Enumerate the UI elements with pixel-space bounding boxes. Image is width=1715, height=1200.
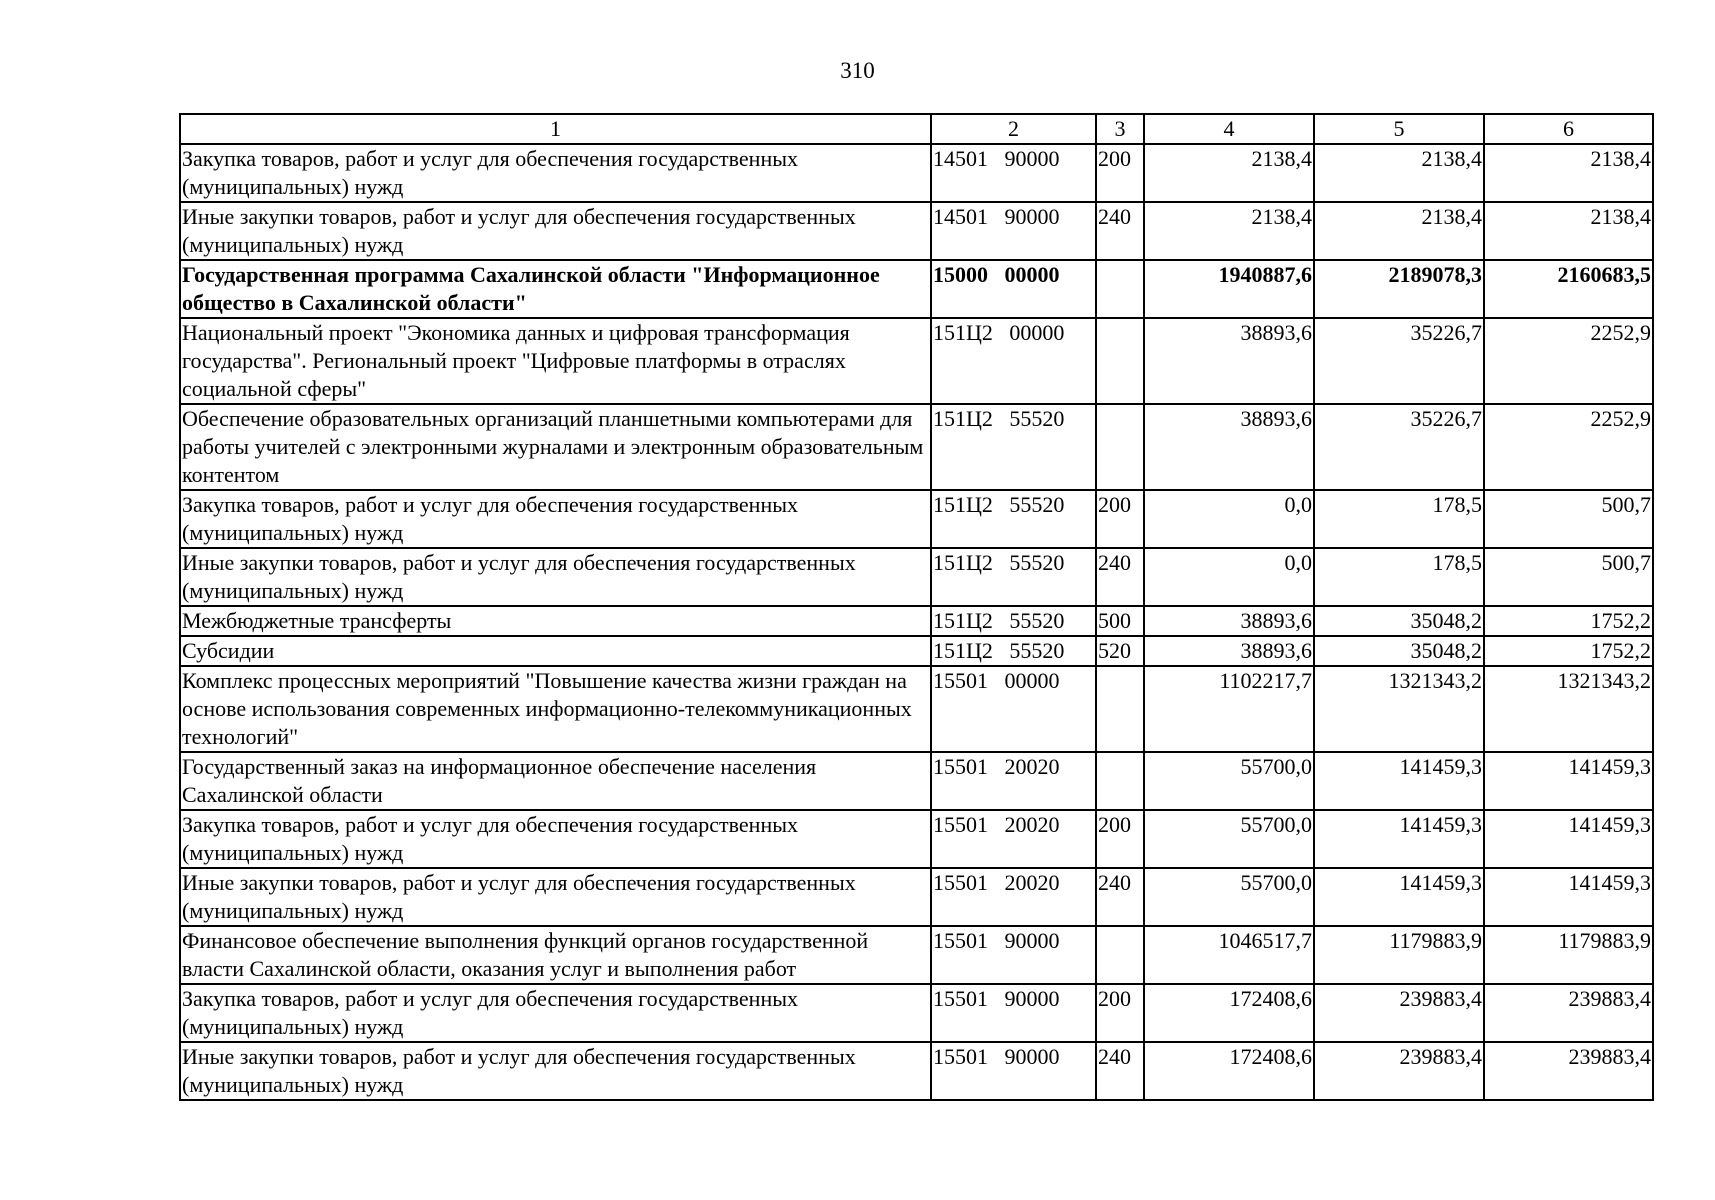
header-row — [180, 114, 1653, 144]
row-name-cell: Закупка товаров, работ и услуг для обеспечения государственных (муниципальных) нужд — [180, 984, 931, 1042]
row-value-col4-cell: 172408,6 — [1144, 1042, 1314, 1100]
row-value-col5-cell: 239883,4 — [1314, 1042, 1484, 1100]
row-value-col5-cell: 35048,2 — [1314, 636, 1484, 666]
row-expense-type-cell: 200 — [1096, 810, 1144, 868]
row-value-col4-cell: 2138,4 — [1144, 144, 1314, 202]
table-row — [180, 666, 1653, 752]
row-value-col6-cell: 141459,3 — [1484, 810, 1653, 868]
row-value-col6-cell: 2252,9 — [1484, 404, 1653, 490]
row-name-cell: Иные закупки товаров, работ и услуг для обеспечения государственных (муниципальных) нужд — [180, 868, 931, 926]
header-cell: 5 — [1314, 114, 1484, 144]
row-expense-type-cell — [1096, 260, 1144, 318]
row-value-col4-cell: 0,0 — [1144, 548, 1314, 606]
row-code-cell: 15501 90000 — [931, 1042, 1096, 1100]
row-name-cell: Финансовое обеспечение выполнения функций органов государственной власти Сахалинской области, оказания услуг и выполнения работ — [180, 926, 931, 984]
table-row — [180, 404, 1653, 490]
row-value-col4-cell: 55700,0 — [1144, 752, 1314, 810]
row-value-col5-cell: 2138,4 — [1314, 144, 1484, 202]
row-name-cell: Иные закупки товаров, работ и услуг для обеспечения государственных (муниципальных) нужд — [180, 202, 931, 260]
table-row — [180, 868, 1653, 926]
row-value-col5-cell: 178,5 — [1314, 490, 1484, 548]
row-value-col6-cell: 1179883,9 — [1484, 926, 1653, 984]
row-value-col6-cell: 500,7 — [1484, 490, 1653, 548]
row-expense-type-cell: 240 — [1096, 548, 1144, 606]
row-code-cell: 151Ц2 55520 — [931, 490, 1096, 548]
row-expense-type-cell — [1096, 926, 1144, 984]
row-value-col4-cell: 172408,6 — [1144, 984, 1314, 1042]
row-code-cell: 15501 90000 — [931, 984, 1096, 1042]
row-value-col4-cell: 38893,6 — [1144, 636, 1314, 666]
row-name-cell: Закупка товаров, работ и услуг для обеспечения государственных (муниципальных) нужд — [180, 144, 931, 202]
row-name-cell: Обеспечение образовательных организаций планшетными компьютерами для работы учителей с электронными журналами и электронным образовательным контентом — [180, 404, 931, 490]
header-cell: 4 — [1144, 114, 1314, 144]
row-expense-type-cell: 200 — [1096, 490, 1144, 548]
row-value-col5-cell: 141459,3 — [1314, 752, 1484, 810]
row-value-col5-cell: 141459,3 — [1314, 868, 1484, 926]
row-value-col5-cell: 178,5 — [1314, 548, 1484, 606]
table-row — [180, 984, 1653, 1042]
row-value-col6-cell: 1752,2 — [1484, 636, 1653, 666]
row-value-col4-cell: 38893,6 — [1144, 606, 1314, 636]
page-number: 310 — [840, 58, 875, 83]
row-expense-type-cell: 520 — [1096, 636, 1144, 666]
row-name-cell: Национальный проект "Экономика данных и цифровая трансформация государства". Региональный проект "Цифровые платформы в отраслях социальной сферы" — [180, 318, 931, 404]
row-value-col4-cell: 2138,4 — [1144, 202, 1314, 260]
row-name-cell: Государственная программа Сахалинской области "Информационное общество в Сахалинской области" — [180, 260, 931, 318]
row-code-cell: 151Ц2 55520 — [931, 404, 1096, 490]
row-code-cell: 15501 20020 — [931, 868, 1096, 926]
row-value-col6-cell: 239883,4 — [1484, 984, 1653, 1042]
row-value-col4-cell: 0,0 — [1144, 490, 1314, 548]
row-value-col5-cell: 239883,4 — [1314, 984, 1484, 1042]
row-name-cell: Закупка товаров, работ и услуг для обеспечения государственных (муниципальных) нужд — [180, 490, 931, 548]
table-row — [180, 926, 1653, 984]
row-code-cell: 15501 20020 — [931, 752, 1096, 810]
budget-table — [179, 113, 1654, 1101]
row-value-col6-cell: 2160683,5 — [1484, 260, 1653, 318]
row-value-col5-cell: 35226,7 — [1314, 318, 1484, 404]
row-name-cell: Государственный заказ на информационное обеспечение населения Сахалинской области — [180, 752, 931, 810]
row-value-col5-cell: 141459,3 — [1314, 810, 1484, 868]
table-row — [180, 810, 1653, 868]
table-row — [180, 548, 1653, 606]
row-value-col6-cell: 2138,4 — [1484, 144, 1653, 202]
row-value-col5-cell: 1179883,9 — [1314, 926, 1484, 984]
header-cell: 3 — [1096, 114, 1144, 144]
row-value-col5-cell: 35226,7 — [1314, 404, 1484, 490]
table-row — [180, 1042, 1653, 1100]
row-name-cell: Комплекс процессных мероприятий "Повышение качества жизни граждан на основе использования современных информационно-телекоммуникационных технологий" — [180, 666, 931, 752]
table-row — [180, 260, 1653, 318]
row-value-col6-cell: 500,7 — [1484, 548, 1653, 606]
header-cell: 6 — [1484, 114, 1653, 144]
header-cell: 2 — [931, 114, 1096, 144]
row-expense-type-cell: 240 — [1096, 202, 1144, 260]
row-name-cell: Иные закупки товаров, работ и услуг для обеспечения государственных (муниципальных) нужд — [180, 548, 931, 606]
row-expense-type-cell: 200 — [1096, 984, 1144, 1042]
row-value-col6-cell: 239883,4 — [1484, 1042, 1653, 1100]
table-row — [180, 636, 1653, 666]
row-expense-type-cell: 240 — [1096, 868, 1144, 926]
row-code-cell: 14501 90000 — [931, 202, 1096, 260]
row-value-col6-cell: 2252,9 — [1484, 318, 1653, 404]
table-row — [180, 752, 1653, 810]
row-expense-type-cell: 240 — [1096, 1042, 1144, 1100]
row-code-cell: 15000 00000 — [931, 260, 1096, 318]
row-name-cell: Межбюджетные трансферты — [180, 606, 931, 636]
table-row — [180, 144, 1653, 202]
row-value-col4-cell: 1940887,6 — [1144, 260, 1314, 318]
row-value-col4-cell: 1046517,7 — [1144, 926, 1314, 984]
row-value-col6-cell: 141459,3 — [1484, 868, 1653, 926]
row-code-cell: 151Ц2 00000 — [931, 318, 1096, 404]
row-code-cell: 15501 00000 — [931, 666, 1096, 752]
row-value-col6-cell: 141459,3 — [1484, 752, 1653, 810]
row-value-col6-cell: 2138,4 — [1484, 202, 1653, 260]
row-name-cell: Закупка товаров, работ и услуг для обеспечения государственных (муниципальных) нужд — [180, 810, 931, 868]
row-name-cell: Субсидии — [180, 636, 931, 666]
row-expense-type-cell — [1096, 318, 1144, 404]
row-value-col4-cell: 38893,6 — [1144, 404, 1314, 490]
row-value-col5-cell: 35048,2 — [1314, 606, 1484, 636]
row-expense-type-cell — [1096, 752, 1144, 810]
row-value-col4-cell: 55700,0 — [1144, 868, 1314, 926]
row-value-col5-cell: 2138,4 — [1314, 202, 1484, 260]
row-value-col6-cell: 1321343,2 — [1484, 666, 1653, 752]
row-value-col6-cell: 1752,2 — [1484, 606, 1653, 636]
table-row — [180, 490, 1653, 548]
row-expense-type-cell: 200 — [1096, 144, 1144, 202]
table-row — [180, 606, 1653, 636]
row-code-cell: 15501 90000 — [931, 926, 1096, 984]
row-code-cell: 151Ц2 55520 — [931, 606, 1096, 636]
row-expense-type-cell — [1096, 404, 1144, 490]
row-code-cell: 151Ц2 55520 — [931, 548, 1096, 606]
table-body — [180, 144, 1653, 1100]
row-name-cell: Иные закупки товаров, работ и услуг для обеспечения государственных (муниципальных) нужд — [180, 1042, 931, 1100]
row-value-col5-cell: 2189078,3 — [1314, 260, 1484, 318]
row-expense-type-cell: 500 — [1096, 606, 1144, 636]
row-code-cell: 15501 20020 — [931, 810, 1096, 868]
row-code-cell: 151Ц2 55520 — [931, 636, 1096, 666]
row-expense-type-cell — [1096, 666, 1144, 752]
table-row — [180, 318, 1653, 404]
row-code-cell: 14501 90000 — [931, 144, 1096, 202]
row-value-col4-cell: 38893,6 — [1144, 318, 1314, 404]
row-value-col4-cell: 1102217,7 — [1144, 666, 1314, 752]
table-row — [180, 202, 1653, 260]
row-value-col5-cell: 1321343,2 — [1314, 666, 1484, 752]
row-value-col4-cell: 55700,0 — [1144, 810, 1314, 868]
header-cell: 1 — [180, 114, 931, 144]
